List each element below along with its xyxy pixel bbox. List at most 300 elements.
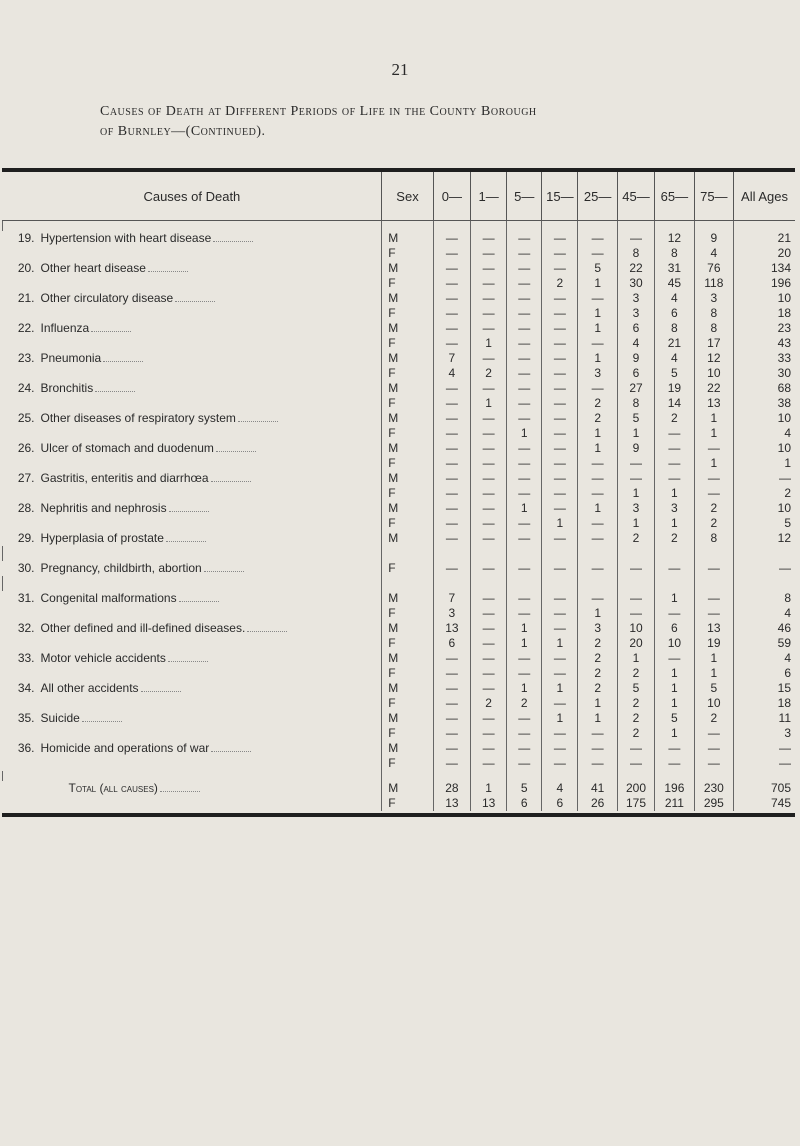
age-value-cell: — [578,336,617,351]
age-value-cell: — [471,426,507,441]
age-value-cell: 12 [655,231,694,246]
age-value-cell: — [617,591,654,606]
all-ages-cell: 30 [734,366,795,381]
age-value-cell: — [433,231,470,246]
sex-cell: M [382,321,434,336]
cause-cell [3,411,382,426]
age-value-cell: 41 [578,781,617,796]
age-value-cell: — [433,426,470,441]
age-value-cell: — [433,516,470,531]
age-value-cell: — [433,696,470,711]
leader-dots [160,791,200,792]
cause-number: 36. [17,741,35,755]
sex-cell: F [382,426,434,441]
table-row [3,381,796,396]
sex-cell: M [382,621,434,636]
age-value-cell: 1 [507,636,542,651]
age-value-cell: 22 [694,381,733,396]
cause-cell [3,381,382,396]
cause-number: 34. [17,681,35,695]
age-value-cell: — [617,606,654,621]
age-value-cell: — [433,471,470,486]
all-ages-cell: 6 [734,666,795,681]
sex-cell: M [382,261,434,276]
cause-cell [3,351,382,366]
age-value-cell: — [471,381,507,396]
blank-cell [471,546,507,561]
age-value-cell: — [471,306,507,321]
sex-cell: F [382,666,434,681]
age-value-cell: 2 [617,696,654,711]
cause-number: 29. [17,531,35,545]
age-value-cell: 1 [578,351,617,366]
table-row [3,396,796,411]
age-value-cell: — [507,471,542,486]
age-value-cell: — [542,666,578,681]
header-age-15: 15— [542,172,578,221]
spacer-cell [694,221,733,232]
age-value-cell: — [471,741,507,756]
spacer-cell [3,221,382,232]
age-value-cell: — [471,606,507,621]
age-value-cell: — [694,471,733,486]
cause-cell [3,681,382,696]
cause-cell [3,471,382,486]
age-value-cell: 2 [617,531,654,546]
sex-cell: F [382,486,434,501]
header-sex: Sex [382,172,434,221]
blank-row [3,546,796,561]
age-value-cell: — [542,426,578,441]
age-value-cell: — [578,591,617,606]
age-value-cell: 2 [655,411,694,426]
age-value-cell: — [542,501,578,516]
all-ages-cell: — [734,471,795,486]
header-age-0: 0— [433,172,470,221]
leader-dots [213,241,253,242]
age-value-cell: — [471,756,507,771]
leader-dots [95,391,135,392]
table-body [3,221,796,812]
table-row [3,591,796,606]
all-ages-cell: 68 [734,381,795,396]
age-value-cell: — [694,726,733,741]
age-value-cell: — [433,246,470,261]
age-value-cell: 8 [655,246,694,261]
header-all-ages: All Ages [734,172,795,221]
age-value-cell: 3 [694,291,733,306]
age-value-cell: 2 [694,501,733,516]
age-value-cell: — [471,246,507,261]
age-value-cell: 21 [655,336,694,351]
age-value-cell: 5 [617,681,654,696]
age-value-cell: 19 [694,636,733,651]
sex-cell: M [382,381,434,396]
cause-cell [3,456,382,471]
sex-cell: M [382,651,434,666]
age-value-cell: 5 [617,411,654,426]
table-row [3,756,796,771]
age-value-cell: 8 [694,531,733,546]
table-row [3,306,796,321]
age-value-cell: 10 [694,696,733,711]
cause-name: Congenital malformations [40,591,177,605]
age-value-cell: — [471,726,507,741]
leader-dots [169,511,209,512]
blank-cell [3,576,382,591]
age-value-cell: 2 [578,411,617,426]
leader-dots [179,601,219,602]
sex-cell: F [382,796,434,811]
table-row [3,351,796,366]
header-row [3,172,796,221]
blank-cell [382,576,434,591]
age-value-cell: — [433,306,470,321]
spacer-cell [382,771,434,781]
age-value-cell: 10 [655,636,694,651]
cause-cell [3,621,382,636]
age-value-cell: — [578,516,617,531]
table-row [3,261,796,276]
age-value-cell: — [655,741,694,756]
age-value-cell: 1 [507,501,542,516]
cause-name: Pneumonia [40,351,102,365]
cause-number: 25. [17,411,35,425]
cause-cell [3,531,382,546]
blank-cell [734,546,795,561]
all-ages-cell: 705 [734,781,795,796]
age-value-cell: 9 [694,231,733,246]
age-value-cell: — [694,756,733,771]
sex-cell: F [382,756,434,771]
age-value-cell: 3 [433,606,470,621]
spacer-cell [507,221,542,232]
leader-dots [211,481,251,482]
age-value-cell: 13 [694,621,733,636]
blank-cell [617,576,654,591]
cause-cell [3,501,382,516]
age-value-cell: 1 [578,306,617,321]
cause-cell [3,231,382,246]
age-value-cell: 4 [694,246,733,261]
cause-number: 33. [17,651,35,665]
age-value-cell: — [471,651,507,666]
age-value-cell: — [542,441,578,456]
age-value-cell: 1 [578,441,617,456]
sex-cell: F [382,276,434,291]
age-value-cell: 1 [694,426,733,441]
all-ages-cell: 10 [734,441,795,456]
table-row [3,246,796,261]
age-value-cell: 4 [542,781,578,796]
age-value-cell: — [433,336,470,351]
age-value-cell: — [655,426,694,441]
table-row [3,651,796,666]
age-value-cell: — [655,456,694,471]
age-value-cell: 2 [617,666,654,681]
age-value-cell: 4 [655,291,694,306]
age-value-cell: — [507,276,542,291]
all-ages-cell: 38 [734,396,795,411]
age-value-cell: — [542,531,578,546]
table-row [3,561,796,576]
age-value-cell: 1 [542,636,578,651]
age-value-cell: — [507,411,542,426]
age-value-cell: 6 [617,321,654,336]
age-value-cell: 5 [507,781,542,796]
leader-dots [141,691,181,692]
age-value-cell: — [433,666,470,681]
age-value-cell: — [655,561,694,576]
age-value-cell: — [507,666,542,681]
age-value-cell: 1 [578,711,617,726]
table-row [3,336,796,351]
age-value-cell: 7 [433,351,470,366]
sex-cell: F [382,246,434,261]
blank-cell [694,546,733,561]
blank-cell [3,546,382,561]
age-value-cell: 10 [617,621,654,636]
age-value-cell: 1 [617,426,654,441]
cause-cell [3,336,382,351]
age-value-cell: — [471,516,507,531]
age-value-cell: — [617,231,654,246]
sex-cell: F [382,516,434,531]
cause-name: Homicide and operations of war [40,741,210,755]
age-value-cell: — [578,471,617,486]
age-value-cell: — [507,456,542,471]
table-bottom-rule [2,813,795,817]
leader-dots [247,631,287,632]
blank-cell [507,546,542,561]
age-value-cell: 5 [578,261,617,276]
age-value-cell: — [542,321,578,336]
age-value-cell: — [471,276,507,291]
spacer-cell [542,221,578,232]
cause-number: 35. [17,711,35,725]
age-value-cell: — [507,741,542,756]
sex-cell: M [382,351,434,366]
age-value-cell: — [471,441,507,456]
age-value-cell: — [507,246,542,261]
age-value-cell: 30 [617,276,654,291]
spacer-cell [617,771,654,781]
age-value-cell: 6 [617,366,654,381]
cause-number: 20. [17,261,35,275]
blank-cell [507,576,542,591]
age-value-cell: — [507,651,542,666]
all-ages-cell: — [734,756,795,771]
age-value-cell: 2 [694,516,733,531]
cause-number: 27. [17,471,35,485]
age-value-cell: 17 [694,336,733,351]
age-value-cell: — [471,591,507,606]
age-value-cell: — [507,726,542,741]
table-row [3,411,796,426]
cause-number: 26. [17,441,35,455]
age-value-cell: 1 [471,336,507,351]
spacer-cell [382,221,434,232]
sex-cell: F [382,306,434,321]
cause-number: 19. [17,231,35,245]
age-value-cell: 4 [433,366,470,381]
cause-cell [3,561,382,576]
age-value-cell: 1 [655,516,694,531]
age-value-cell: 6 [655,621,694,636]
age-value-cell: — [433,261,470,276]
age-value-cell: — [433,321,470,336]
age-value-cell: — [542,411,578,426]
blank-row [3,576,796,591]
age-value-cell: 19 [655,381,694,396]
age-value-cell: — [694,441,733,456]
all-ages-cell: 10 [734,291,795,306]
spacer-cell [578,221,617,232]
age-value-cell: — [542,606,578,621]
cause-name: Motor vehicle accidents [40,651,166,665]
all-ages-cell: 59 [734,636,795,651]
table-row [3,711,796,726]
age-value-cell: — [507,486,542,501]
table-row [3,456,796,471]
age-value-cell: 2 [471,366,507,381]
age-value-cell: 13 [433,621,470,636]
cause-cell [3,606,382,621]
all-ages-cell: 10 [734,501,795,516]
age-value-cell: — [433,651,470,666]
all-ages-cell: 3 [734,726,795,741]
age-value-cell: 1 [507,621,542,636]
age-value-cell: — [507,351,542,366]
age-value-cell: 14 [655,396,694,411]
table-row [3,666,796,681]
age-value-cell: 12 [694,351,733,366]
age-value-cell: 9 [617,351,654,366]
age-value-cell: 2 [471,696,507,711]
cause-name: All other accidents [40,681,139,695]
age-value-cell: 3 [578,366,617,381]
age-value-cell: — [542,726,578,741]
header-age-25: 25— [578,172,617,221]
age-value-cell: 1 [655,591,694,606]
all-ages-cell: 23 [734,321,795,336]
all-ages-cell: 745 [734,796,795,811]
age-value-cell: 2 [578,666,617,681]
table-row [3,696,796,711]
age-value-cell: 1 [617,651,654,666]
cause-cell [3,246,382,261]
title-line-1: Causes of Death at Different Periods of Life in the County Borough [100,104,537,119]
cause-cell [3,636,382,651]
age-value-cell: 2 [578,651,617,666]
all-ages-cell: 20 [734,246,795,261]
leader-dots [216,451,256,452]
cause-cell [3,261,382,276]
all-ages-cell: — [734,561,795,576]
sex-cell: F [382,696,434,711]
leader-dots [211,751,251,752]
age-value-cell: 8 [694,321,733,336]
sex-cell: M [382,231,434,246]
total-row [3,796,796,811]
all-ages-cell: 18 [734,696,795,711]
age-value-cell: 2 [694,711,733,726]
all-ages-cell: 196 [734,276,795,291]
cause-cell [3,516,382,531]
sex-cell: M [382,411,434,426]
cause-name: Other defined and ill-defined diseases. [40,621,246,635]
spacer-row [3,221,796,232]
leader-dots [82,721,122,722]
cause-cell [3,366,382,381]
age-value-cell: 2 [617,711,654,726]
age-value-cell: — [507,606,542,621]
age-value-cell: — [507,441,542,456]
cause-name: Hypertension with heart disease [40,231,212,245]
header-age-5: 5— [507,172,542,221]
age-value-cell: 3 [617,306,654,321]
table-row [3,441,796,456]
age-value-cell: — [542,696,578,711]
age-value-cell: — [433,741,470,756]
sex-cell: F [382,561,434,576]
age-value-cell: — [578,486,617,501]
age-value-cell: — [507,711,542,726]
table-row [3,621,796,636]
age-value-cell: — [471,501,507,516]
all-ages-cell: 43 [734,336,795,351]
table-row [3,426,796,441]
age-value-cell: — [507,336,542,351]
age-value-cell: 1 [617,486,654,501]
age-value-cell: — [471,321,507,336]
leader-dots [148,271,188,272]
age-value-cell: 2 [655,531,694,546]
table-row [3,726,796,741]
age-value-cell: — [655,606,694,621]
causes-of-death-table [2,172,795,811]
age-value-cell: 1 [578,696,617,711]
age-value-cell: 196 [655,781,694,796]
age-value-cell: — [433,756,470,771]
age-value-cell: 200 [617,781,654,796]
table-row [3,606,796,621]
age-value-cell: 2 [507,696,542,711]
sex-cell: M [382,711,434,726]
leader-dots [103,361,143,362]
age-value-cell: 1 [694,411,733,426]
table-row [3,516,796,531]
cause-name: Nephritis and nephrosis [40,501,167,515]
sex-cell: F [382,396,434,411]
age-value-cell: — [433,726,470,741]
age-value-cell: — [578,231,617,246]
age-value-cell: 45 [655,276,694,291]
spacer-cell [433,771,470,781]
age-value-cell: 10 [694,366,733,381]
age-value-cell: 13 [694,396,733,411]
age-value-cell: — [694,561,733,576]
header-age-65: 65— [655,172,694,221]
leader-dots [238,421,278,422]
age-value-cell: 1 [507,681,542,696]
age-value-cell: — [578,381,617,396]
age-value-cell: — [655,441,694,456]
sex-cell: F [382,366,434,381]
age-value-cell: — [694,606,733,621]
spacer-cell [433,221,470,232]
all-ages-cell: 4 [734,426,795,441]
